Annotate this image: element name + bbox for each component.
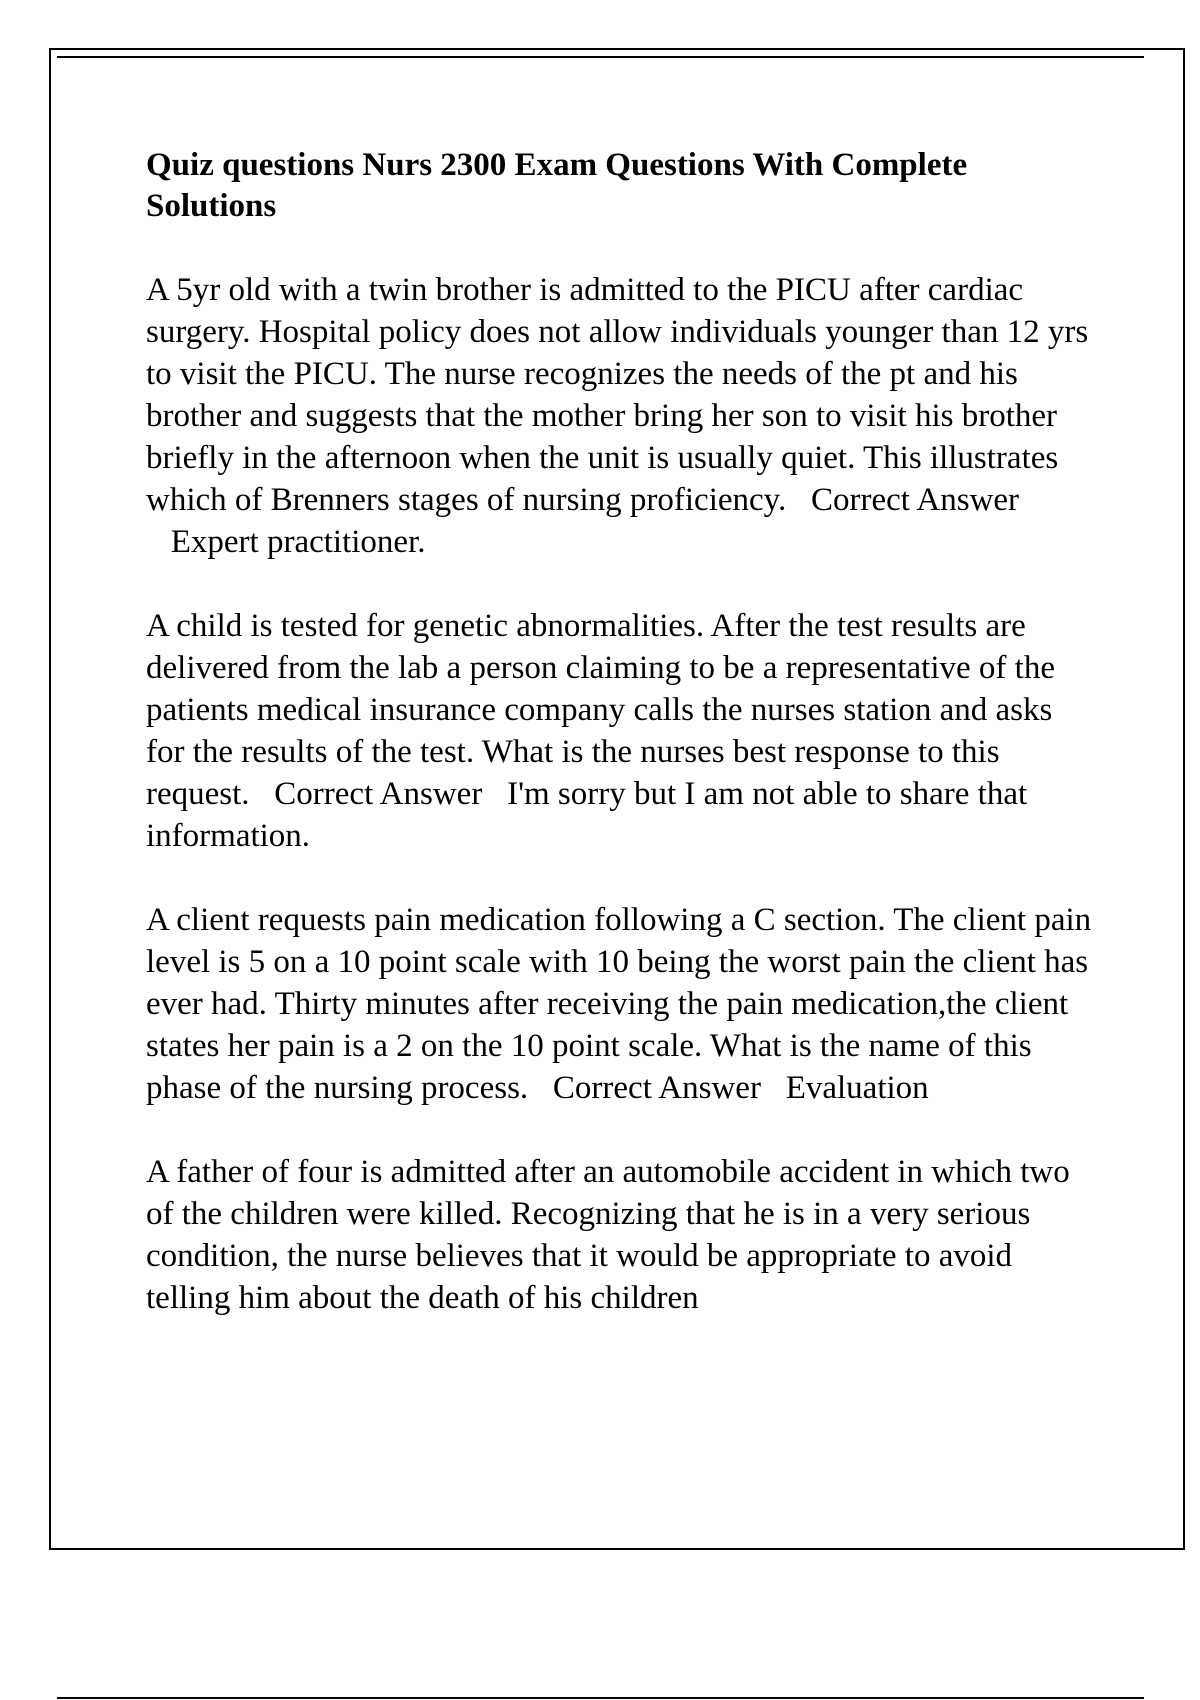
question-2 xyxy=(146,605,1096,857)
document-title: Quiz questions Nurs 2300 Exam Questions With Complete Solutions xyxy=(146,147,968,224)
document-body xyxy=(146,145,1096,1361)
question-1-answer-label: Correct Answer xyxy=(811,482,1020,518)
question-2-answer: I'm sorry but I am not able to share that information. xyxy=(146,776,1028,854)
bottom-divider xyxy=(57,1697,1144,1699)
question-4 xyxy=(146,1151,1096,1319)
question-3-answer: Evaluation xyxy=(785,1070,929,1106)
question-2-answer-label: Correct Answer xyxy=(274,776,483,812)
question-1-text: A 5yr old with a twin brother is admitted to the PICU after cardiac surgery. Hospital policy does not allow individuals younger than 12 yrs to visit the PICU. The nurse recognizes the needs of the pt and his brother and suggests that the mother bring her son to visit his brother briefly in the afternoon when the unit is usually quiet. This illustrates which of Brenners stages of nursing proficiency. xyxy=(146,272,1089,518)
question-1 xyxy=(146,269,1096,563)
question-3 xyxy=(146,899,1096,1109)
question-2-text: A child is tested for genetic abnormalities. After the test results are delivered from the lab a person claiming to be a representative of the patients medical insurance company calls the nurses station and asks for the results of the test. What is the nurses best response to this request. xyxy=(146,608,1055,812)
question-1-answer: Expert practitioner. xyxy=(170,524,426,560)
question-3-answer-label: Correct Answer xyxy=(552,1070,761,1106)
top-divider xyxy=(57,56,1144,58)
question-4-text: A father of four is admitted after an automobile accident in which two of the children were killed. Recognizing that he is in a very serious condition, the nurse believes that it would be appropriate to avoid telling him about the death of his children xyxy=(146,1154,1070,1316)
question-3-text: A client requests pain medication following a C section. The client pain level is 5 on a 10 point scale with 10 being the worst pain the client has ever had. Thirty minutes after receiving the pain medication,the client states her pain is a 2 on the 10 point scale. What is the name of this phase of the nursing process. xyxy=(146,902,1092,1106)
